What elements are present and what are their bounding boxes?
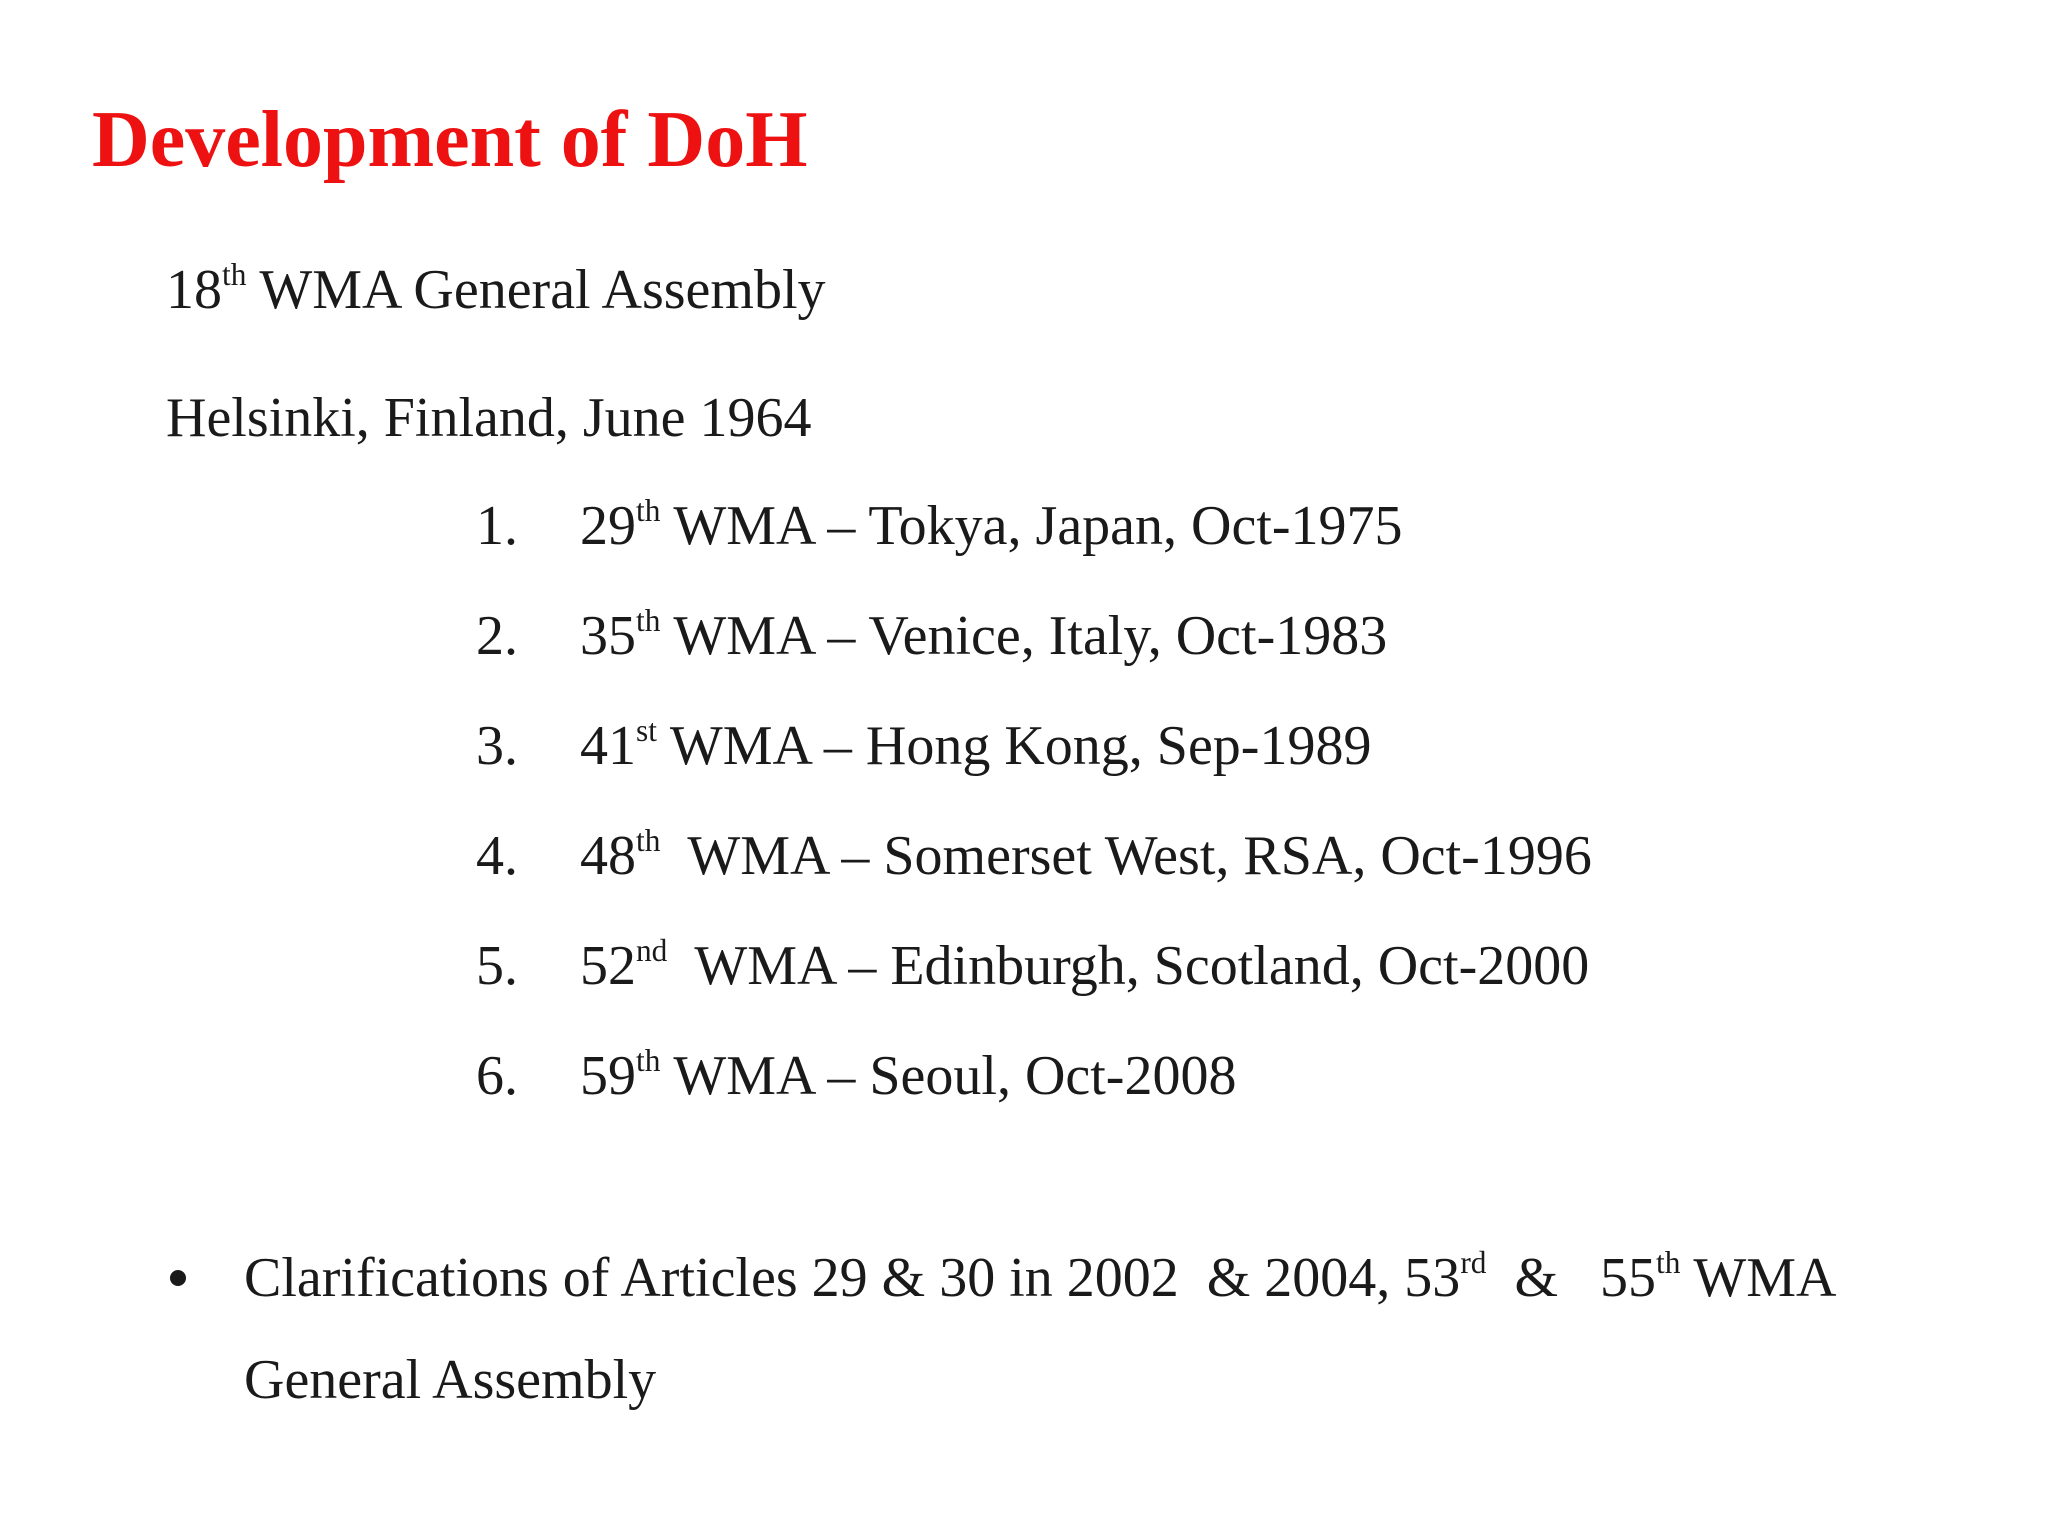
list-item-marker: 6. <box>476 1045 518 1107</box>
list-item-detail: WMA – Venice, Italy, Oct-1983 <box>660 605 1388 667</box>
list-item-number: 52 <box>580 935 636 997</box>
clarification-part-2: & 55 <box>1486 1247 1656 1309</box>
list-item-number: 41 <box>580 715 636 777</box>
list-item-marker: 3. <box>476 715 518 777</box>
clarification-ordinal-suffix-2: th <box>1656 1245 1681 1281</box>
list-item-detail: WMA – Tokya, Japan, Oct-1975 <box>660 495 1403 557</box>
list-item-ordinal-suffix: nd <box>636 933 668 969</box>
list-item-ordinal-suffix: th <box>636 493 661 529</box>
list-item-text <box>580 1043 1237 1107</box>
list-item-detail: WMA – Hong Kong, Sep-1989 <box>656 715 1372 777</box>
list-item-text <box>580 823 1592 887</box>
list-item-ordinal-suffix: th <box>636 603 661 639</box>
list-item-number: 29 <box>580 495 636 557</box>
list-item-ordinal-suffix: th <box>636 1043 661 1079</box>
bullet-dot-icon <box>170 1270 186 1286</box>
list-item-number: 48 <box>580 825 636 887</box>
list-item-text <box>580 933 1590 997</box>
list-item-number: 59 <box>580 1045 636 1107</box>
assembly-text: WMA General Assembly <box>246 259 826 321</box>
list-item-marker: 4. <box>476 825 518 887</box>
list-item-detail: WMA – Somerset West, RSA, Oct-1996 <box>660 825 1592 887</box>
list-item-text <box>580 713 1372 777</box>
assembly-number: 18 <box>166 259 222 321</box>
assembly-line <box>166 257 826 321</box>
list-item-detail: WMA – Edinburgh, Scotland, Oct-2000 <box>667 935 1590 997</box>
clarification-ordinal-suffix-1: rd <box>1460 1245 1487 1281</box>
list-item-ordinal-suffix: st <box>636 713 657 749</box>
list-item-number: 35 <box>580 605 636 667</box>
clarification-text <box>244 1227 1964 1431</box>
assembly-ordinal-suffix: th <box>222 257 247 293</box>
assembly-place: Helsinki, Finland, June 1964 <box>166 387 812 449</box>
slide-title: Development of DoH <box>92 96 808 184</box>
list-item-detail: WMA – Seoul, Oct-2008 <box>660 1045 1237 1107</box>
clarification-part-3: WMA General Assembly <box>244 1247 1848 1411</box>
list-item-text <box>580 603 1388 667</box>
list-item-marker: 2. <box>476 605 518 667</box>
list-item-text <box>580 493 1403 557</box>
list-item-ordinal-suffix: th <box>636 823 661 859</box>
clarification-part-1: Clarifications of Articles 29 & 30 in 2002 & 2004, 53 <box>244 1247 1461 1309</box>
list-item-marker: 1. <box>476 495 518 557</box>
list-item-marker: 5. <box>476 935 518 997</box>
